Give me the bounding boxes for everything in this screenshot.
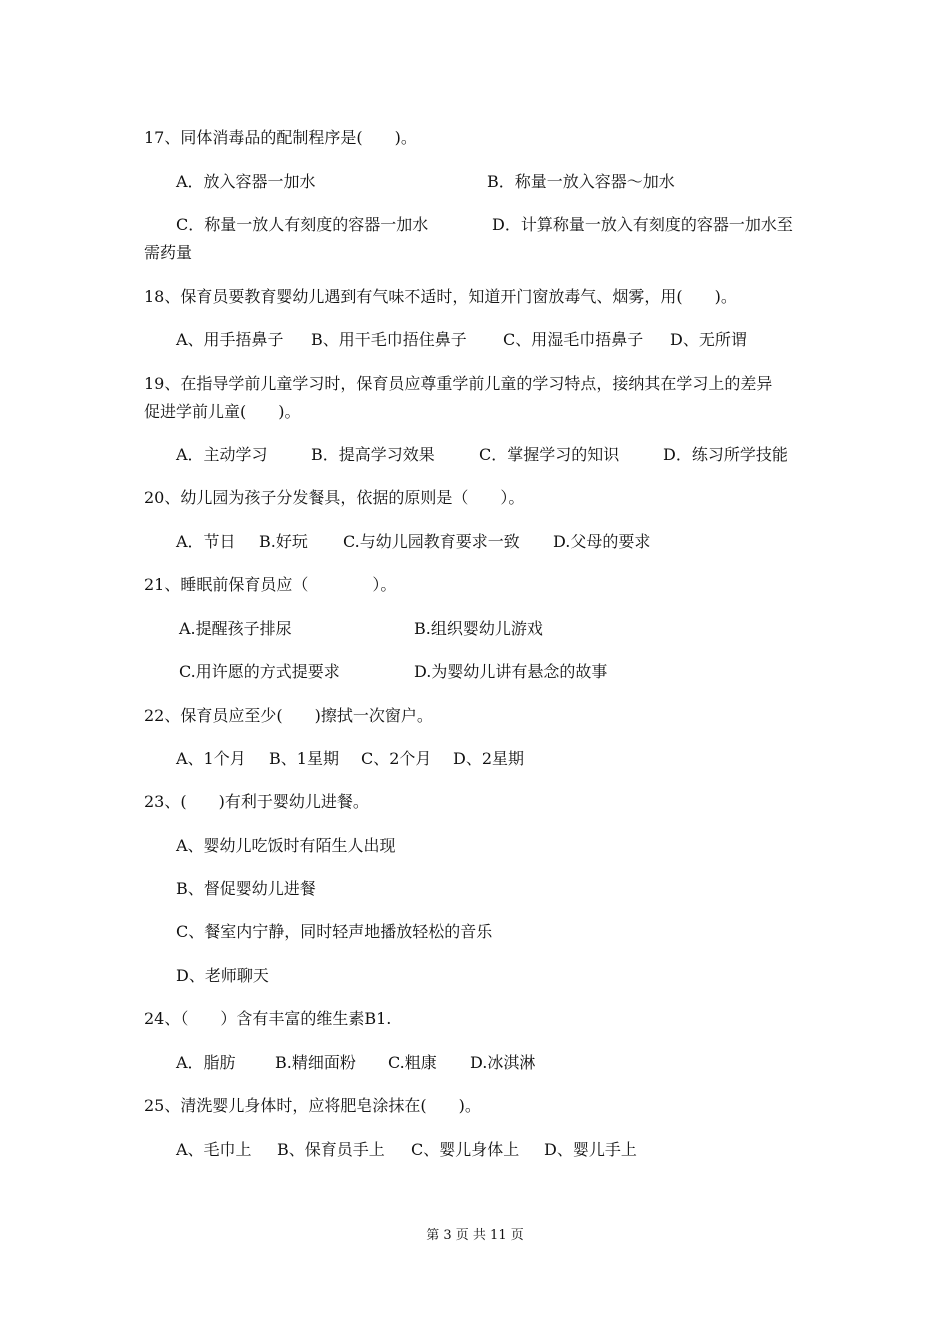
question-23-option-b: B、督促婴幼儿进餐	[176, 879, 316, 898]
question-18-option-b: B、用干毛巾捂住鼻子	[311, 330, 467, 349]
question-23-option-a: A、婴幼儿吃饭时有陌生人出现	[176, 836, 396, 855]
question-25-stem: 25、清洗婴儿身体时，应将肥皂涂抹在( )。	[144, 1096, 481, 1115]
question-21-option-c: C.用许愿的方式提要求	[179, 662, 340, 681]
question-24-option-d: D.冰淇淋	[470, 1053, 536, 1072]
question-19-option-a: A．主动学习	[176, 445, 268, 464]
question-24-option-b: B.精细面粉	[275, 1053, 356, 1072]
question-17-option-d: D．计算称量一放入有刻度的容器一加水至	[492, 215, 793, 234]
question-20-option-d: D.父母的要求	[553, 532, 651, 551]
question-22-option-b: B、1星期	[269, 749, 339, 768]
question-22-stem: 22、保育员应至少( )擦拭一次窗户。	[144, 706, 433, 725]
question-20-option-c: C.与幼儿园教育要求一致	[343, 532, 520, 551]
question-24-stem: 24、（ ）含有丰富的维生素B1.	[144, 1009, 392, 1028]
question-20-option-a: A．节日	[176, 532, 236, 551]
question-19-stem-continued: 促进学前儿童( )。	[144, 402, 301, 421]
question-25-option-c: C、婴儿身体上	[411, 1140, 520, 1159]
question-25-option-b: B、保育员手上	[277, 1140, 385, 1159]
question-23-stem: 23、( )有利于婴幼儿进餐。	[144, 792, 369, 811]
question-19-option-d: D．练习所学技能	[663, 445, 788, 464]
question-24-option-a: A．脂肪	[176, 1053, 236, 1072]
question-22-option-a: A、1个月	[176, 749, 246, 768]
question-24-option-c: C.粗康	[388, 1053, 437, 1072]
question-22-option-d: D、2星期	[453, 749, 525, 768]
question-21-option-d: D.为婴幼儿讲有悬念的故事	[414, 662, 608, 681]
page-number-footer: 第 3 页 共 11 页	[426, 1228, 524, 1243]
question-19-option-b: B．提高学习效果	[311, 445, 435, 464]
question-22-option-c: C、2个月	[361, 749, 432, 768]
question-20-option-b: B.好玩	[259, 532, 308, 551]
question-17-option-c: C．称量一放人有刻度的容器一加水	[176, 215, 429, 234]
question-18-option-c: C、用湿毛巾捂鼻子	[503, 330, 644, 349]
question-23-option-c: C、餐室内宁静，同时轻声地播放轻松的音乐	[176, 922, 493, 941]
question-19-option-c: C．掌握学习的知识	[479, 445, 620, 464]
question-23-option-d: D、老师聊天	[176, 966, 269, 985]
question-19-stem: 19、在指导学前儿童学习时，保育员应尊重学前儿童的学习特点，接纳其在学习上的差异	[144, 374, 773, 393]
question-20-stem: 20、幼儿园为孩子分发餐具，依据的原则是（ ）。	[144, 488, 525, 507]
question-18-option-a: A、用手捂鼻子	[176, 330, 284, 349]
question-25-option-a: A、毛巾上	[176, 1140, 252, 1159]
question-18-stem: 18、保育员要教育婴幼儿遇到有气味不适时，知道开门窗放毒气、烟雾，用( )。	[144, 287, 737, 306]
question-17-option-b: B．称量一放入容器～加水	[487, 172, 675, 191]
question-21-stem: 21、睡眠前保育员应（ ）。	[144, 575, 397, 594]
question-17-option-d-continued: 需药量	[144, 243, 193, 262]
question-21-option-b: B.组织婴幼儿游戏	[414, 619, 543, 638]
question-17-stem: 17、同体消毒品的配制程序是( )。	[144, 128, 417, 147]
question-25-option-d: D、婴儿手上	[544, 1140, 637, 1159]
question-17-option-a: A．放入容器一加水	[176, 172, 316, 191]
question-21-option-a: A.提醒孩子排尿	[179, 619, 292, 638]
question-18-option-d: D、无所谓	[670, 330, 747, 349]
